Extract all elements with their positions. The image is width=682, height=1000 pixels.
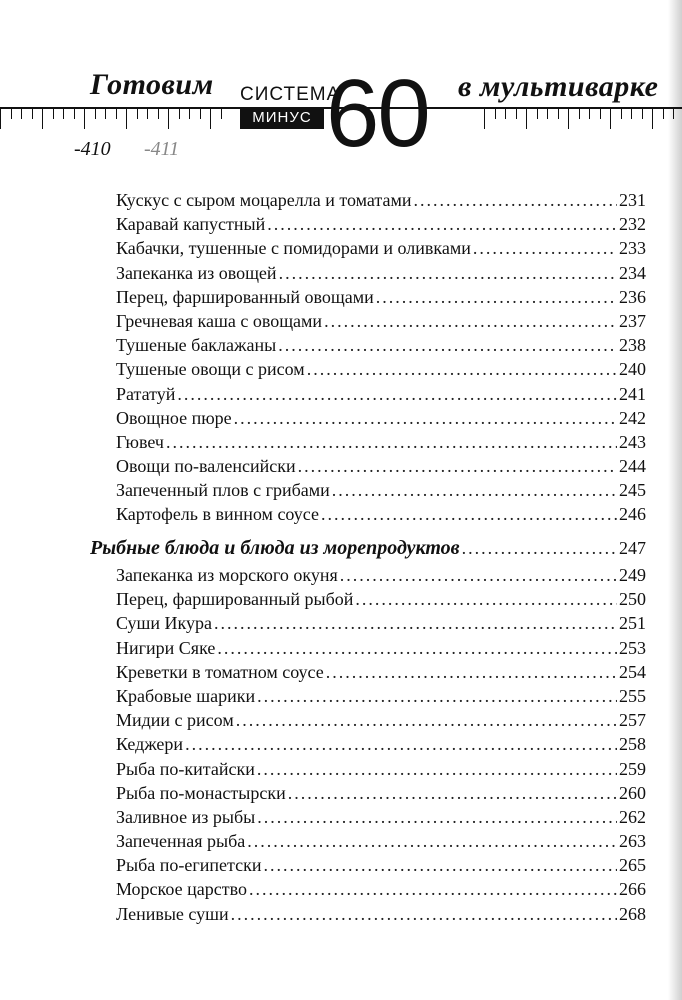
toc-vegetables bbox=[116, 188, 646, 527]
toc-title: Кускус с сыром моцарелла и томатами bbox=[116, 190, 412, 210]
header-right-title: в мультиварке bbox=[458, 70, 659, 103]
toc-row bbox=[116, 309, 646, 333]
toc-row bbox=[90, 534, 646, 562]
toc-page: 236 bbox=[619, 286, 646, 307]
toc-title: Гювеч bbox=[116, 431, 164, 452]
toc-row bbox=[116, 212, 646, 236]
toc-title: Запеканка из морского окуня bbox=[116, 565, 338, 585]
toc-page: 250 bbox=[619, 589, 646, 610]
ruler-tick bbox=[32, 107, 33, 119]
leader-dots bbox=[376, 285, 617, 309]
leader-dots bbox=[185, 732, 617, 756]
leader-dots bbox=[288, 781, 617, 805]
toc-page: 257 bbox=[619, 710, 646, 731]
toc-page: 260 bbox=[619, 782, 646, 803]
toc-title: Крабовые шарики bbox=[116, 685, 256, 706]
ruler-tick bbox=[63, 107, 64, 119]
toc-row bbox=[116, 757, 646, 781]
toc-title: Рыба по-египетски bbox=[116, 855, 262, 876]
toc-row bbox=[116, 357, 646, 381]
ruler-tick bbox=[126, 107, 127, 129]
toc-page: 234 bbox=[619, 262, 646, 283]
ruler-tick bbox=[537, 107, 538, 119]
ruler-tick bbox=[221, 107, 222, 119]
toc-title: Тушеные баклажаны bbox=[116, 335, 277, 356]
toc-title: Гречневая каша с овощами bbox=[116, 310, 323, 331]
ruler-tick bbox=[631, 107, 632, 119]
toc-page: 265 bbox=[619, 855, 646, 876]
ruler-tick bbox=[610, 107, 611, 129]
page-number-right: -411 bbox=[144, 138, 180, 160]
toc-row bbox=[116, 502, 646, 526]
toc-row bbox=[116, 660, 646, 684]
ruler-tick bbox=[53, 107, 54, 119]
leader-dots bbox=[473, 236, 617, 260]
toc-row bbox=[116, 563, 646, 587]
toc-row bbox=[116, 636, 646, 660]
toc-title: Нигири Сяке bbox=[116, 637, 216, 658]
leader-dots bbox=[332, 478, 617, 502]
leader-dots bbox=[236, 708, 617, 732]
toc-page: 249 bbox=[619, 565, 646, 585]
toc-row bbox=[116, 805, 646, 829]
ruler-tick bbox=[526, 107, 527, 129]
ruler-tick bbox=[11, 107, 12, 119]
ruler-tick bbox=[116, 107, 117, 119]
leader-dots bbox=[177, 382, 617, 406]
ruler-tick bbox=[0, 107, 1, 129]
leader-dots bbox=[414, 188, 617, 212]
toc-page: 240 bbox=[619, 359, 646, 380]
leader-dots bbox=[267, 212, 617, 236]
leader-dots bbox=[247, 829, 617, 853]
leader-dots bbox=[462, 534, 617, 562]
toc-title: Перец, фаршированный рыбой bbox=[116, 589, 354, 610]
ruler-tick bbox=[642, 107, 643, 119]
ruler-tick bbox=[652, 107, 653, 129]
toc-page: 232 bbox=[619, 214, 646, 235]
ruler-tick bbox=[200, 107, 201, 119]
ruler-tick bbox=[484, 107, 485, 129]
leader-dots bbox=[217, 636, 617, 660]
header-minus-label: МИНУС bbox=[240, 107, 324, 129]
toc-row bbox=[116, 829, 646, 853]
ruler-tick bbox=[95, 107, 96, 119]
ruler-tick bbox=[495, 107, 496, 119]
toc-title: Каравай капустный bbox=[116, 214, 266, 235]
ruler-tick bbox=[158, 107, 159, 119]
toc-title: Рыба по-китайски bbox=[116, 758, 255, 779]
toc-title: Креветки в томатном соусе bbox=[116, 661, 324, 682]
toc-row bbox=[116, 454, 646, 478]
toc-row bbox=[116, 684, 646, 708]
ruler-tick bbox=[84, 107, 85, 129]
toc-title: Рататуй bbox=[116, 383, 176, 404]
leader-dots bbox=[166, 430, 617, 454]
leader-dots bbox=[340, 563, 617, 587]
ruler-tick bbox=[21, 107, 22, 119]
page-number-left: -410 bbox=[74, 138, 111, 160]
leader-dots bbox=[279, 261, 617, 285]
toc-page: 268 bbox=[619, 903, 646, 924]
toc-title: Кабачки, тушенные с помидорами и оливками bbox=[116, 238, 471, 259]
toc-title: Кеджери bbox=[116, 734, 184, 755]
ruler-tick bbox=[179, 107, 180, 119]
ruler-tick bbox=[189, 107, 190, 119]
leader-dots bbox=[321, 502, 617, 526]
toc-row bbox=[116, 877, 646, 901]
toc-title: Суши Икура bbox=[116, 613, 213, 634]
toc-row bbox=[116, 708, 646, 732]
header-number: 60 bbox=[326, 60, 429, 167]
leader-dots bbox=[234, 406, 617, 430]
leader-dots bbox=[257, 684, 617, 708]
toc-page: 243 bbox=[619, 431, 646, 452]
toc-page: 266 bbox=[619, 879, 646, 900]
ruler-tick bbox=[42, 107, 43, 129]
toc-row bbox=[116, 611, 646, 635]
ruler-tick bbox=[505, 107, 506, 119]
ruler-tick bbox=[137, 107, 138, 119]
header-system-label: СИСТЕМА bbox=[240, 84, 341, 105]
toc-title: Овощи по-валенсийски bbox=[116, 456, 296, 477]
toc-page: 259 bbox=[619, 758, 646, 779]
toc-row bbox=[116, 285, 646, 309]
leader-dots bbox=[263, 853, 617, 877]
toc-title: Ленивые суши bbox=[116, 903, 229, 924]
toc-page: 258 bbox=[619, 734, 646, 755]
leader-dots bbox=[257, 757, 617, 781]
toc-title: Заливное из рыбы bbox=[116, 806, 256, 827]
section-title: Рыбные блюда и блюда из морепродуктов bbox=[90, 537, 460, 559]
toc-title: Овощное пюре bbox=[116, 407, 232, 428]
toc-row bbox=[116, 732, 646, 756]
ruler-tick bbox=[516, 107, 517, 119]
toc-page: 238 bbox=[619, 335, 646, 356]
toc-title: Тушеные овощи с рисом bbox=[116, 359, 305, 380]
toc-page: 263 bbox=[619, 831, 646, 852]
toc-page: 246 bbox=[619, 504, 646, 525]
toc-page: 244 bbox=[619, 456, 646, 477]
ruler-tick bbox=[589, 107, 590, 119]
toc-page: 245 bbox=[619, 480, 646, 501]
ruler-tick bbox=[673, 107, 674, 119]
toc-row bbox=[116, 781, 646, 805]
toc-page: 255 bbox=[619, 685, 646, 706]
leader-dots bbox=[324, 309, 617, 333]
ruler-tick bbox=[210, 107, 211, 129]
header-left-title: Готовим bbox=[90, 68, 214, 101]
toc-row bbox=[116, 261, 646, 285]
toc-page: 242 bbox=[619, 407, 646, 428]
leader-dots bbox=[326, 660, 617, 684]
ruler-tick bbox=[558, 107, 559, 119]
toc-row bbox=[116, 236, 646, 260]
ruler-tick bbox=[568, 107, 569, 129]
toc-fish bbox=[116, 563, 646, 926]
toc-title: Запеченная рыба bbox=[116, 831, 246, 852]
toc-title: Мидии с рисом bbox=[116, 710, 234, 731]
ruler-tick bbox=[600, 107, 601, 119]
toc-row bbox=[116, 587, 646, 611]
ruler-tick bbox=[105, 107, 106, 119]
toc-title: Морское царство bbox=[116, 879, 247, 900]
page-header bbox=[0, 0, 682, 180]
toc-row bbox=[116, 406, 646, 430]
section-page: 247 bbox=[619, 538, 646, 558]
leader-dots bbox=[298, 454, 617, 478]
ruler-ticks-right bbox=[484, 107, 682, 131]
toc-page: 262 bbox=[619, 806, 646, 827]
toc-row bbox=[116, 902, 646, 926]
toc-title: Рыба по-монастырски bbox=[116, 782, 286, 803]
ruler-tick bbox=[579, 107, 580, 119]
toc-page: 254 bbox=[619, 661, 646, 682]
toc-title: Картофель в винном соусе bbox=[116, 504, 319, 525]
leader-dots bbox=[278, 333, 617, 357]
toc-row bbox=[116, 853, 646, 877]
toc-row bbox=[116, 333, 646, 357]
ruler-ticks-left bbox=[0, 107, 232, 131]
toc-row bbox=[116, 188, 646, 212]
ruler-tick bbox=[74, 107, 75, 119]
ruler-tick bbox=[547, 107, 548, 119]
section-heading-fish bbox=[90, 534, 646, 562]
ruler-tick bbox=[621, 107, 622, 119]
ruler-tick bbox=[663, 107, 664, 119]
toc-row bbox=[116, 430, 646, 454]
toc-page: 233 bbox=[619, 238, 646, 259]
toc-row bbox=[116, 478, 646, 502]
ruler-tick bbox=[147, 107, 148, 119]
leader-dots bbox=[231, 902, 617, 926]
toc-row bbox=[116, 382, 646, 406]
toc-page: 241 bbox=[619, 383, 646, 404]
leader-dots bbox=[249, 877, 617, 901]
leader-dots bbox=[257, 805, 617, 829]
toc-page: 251 bbox=[619, 613, 646, 634]
leader-dots bbox=[307, 357, 617, 381]
ruler-tick bbox=[168, 107, 169, 129]
toc-title: Запеканка из овощей bbox=[116, 262, 277, 283]
leader-dots bbox=[214, 611, 617, 635]
leader-dots bbox=[355, 587, 617, 611]
toc-page: 231 bbox=[619, 190, 646, 210]
toc-title: Перец, фаршированный овощами bbox=[116, 286, 374, 307]
toc-page: 253 bbox=[619, 637, 646, 658]
toc-page: 237 bbox=[619, 310, 646, 331]
toc-title: Запеченный плов с грибами bbox=[116, 480, 330, 501]
